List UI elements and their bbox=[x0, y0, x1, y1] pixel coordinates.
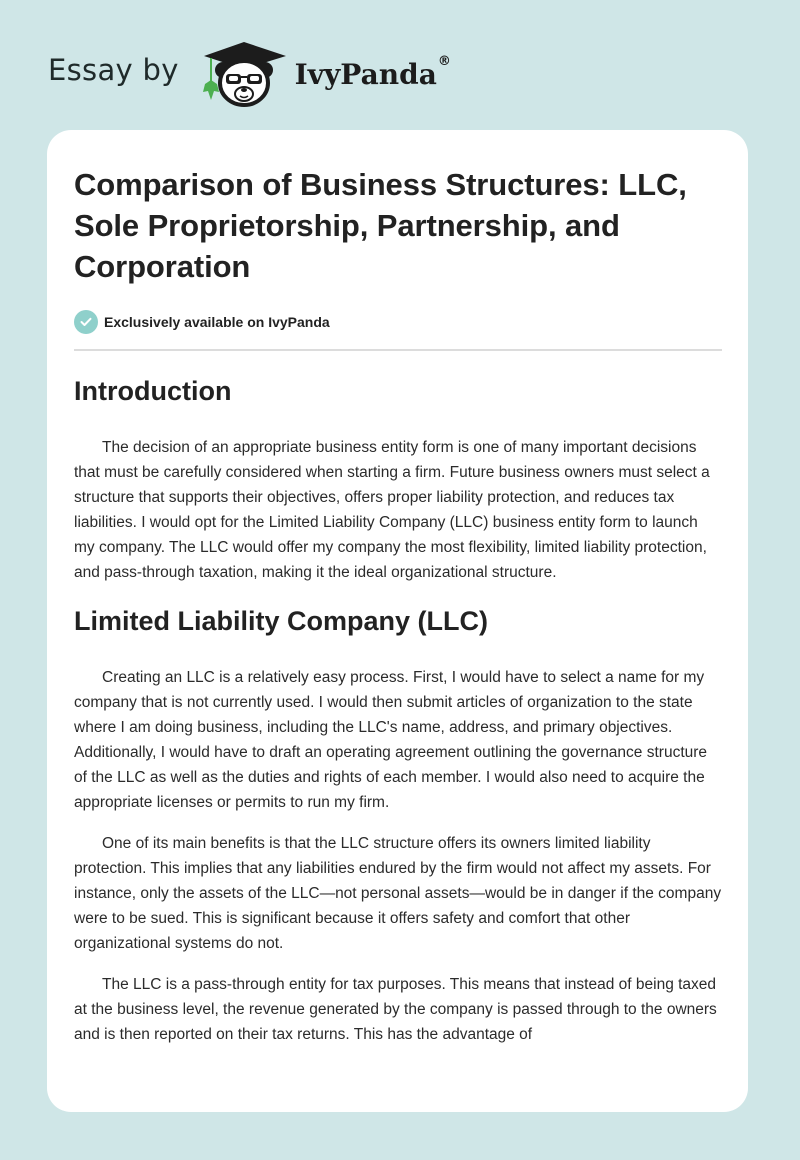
check-circle-icon bbox=[74, 310, 98, 334]
essay-title: Comparison of Business Structures: LLC, Sole Proprietorship, Partnership, and Corporation bbox=[74, 167, 687, 284]
panda-graduation-cap-icon[interactable] bbox=[199, 36, 289, 108]
essay-card bbox=[47, 130, 748, 1112]
exclusive-badge bbox=[74, 309, 722, 335]
registered-mark: ® bbox=[437, 53, 451, 69]
brand-name[interactable] bbox=[294, 53, 451, 91]
brand-name-text: IvyPanda bbox=[294, 57, 437, 91]
section-llc bbox=[74, 603, 722, 1047]
paragraph: The LLC is a pass-through entity for tax purposes. This means that instead of being taxed at the business level, the revenue generated by the company is passed through to the owners and is then reported on their tax returns. This has the advantage of bbox=[74, 976, 717, 1043]
paragraph: Creating an LLC is a relatively easy process. First, I would have to select a name for my company that is not currently used. I would then submit articles of organization to the state where I am doing business, including the LLC's name, address, and primary objectives. Additionally, I would have to draft an operating agreement outlining the governance structure of the LLC as well as the duties and rights of each member. I would also need to acquire the appropriate licenses or permits to run my firm. bbox=[74, 669, 708, 811]
brand-prefix: Essay by bbox=[48, 53, 179, 87]
brand-header bbox=[48, 36, 451, 108]
paragraph: One of its main benefits is that the LLC structure offers its owners limited liability protection. This implies that any liabilities endured by the firm would not affect my assets. For instance, only the assets of the LLC—not personal assets—would be in danger if the company were to be sued. This is significant because it offers safety and comfort that other organizational systems do not. bbox=[74, 835, 722, 952]
paragraph: The decision of an appropriate business entity form is one of many important decisions that must be carefully considered when starting a firm. Future business owners must select a structure that supports their objectives, offers proper liability protection, and reduces tax liabilities. I would opt for the Limited Liability Company (LLC) business entity form to launch my company. The LLC would offer my company the most flexibility, limited liability protection, and pass-through taxation, making it the ideal organizational structure. bbox=[74, 439, 710, 581]
section-introduction bbox=[74, 373, 722, 585]
section-heading: Limited Liability Company (LLC) bbox=[74, 606, 489, 636]
exclusive-badge-text: Exclusively available on IvyPanda bbox=[104, 314, 330, 330]
title-divider bbox=[74, 349, 722, 351]
section-heading: Introduction bbox=[74, 376, 232, 406]
